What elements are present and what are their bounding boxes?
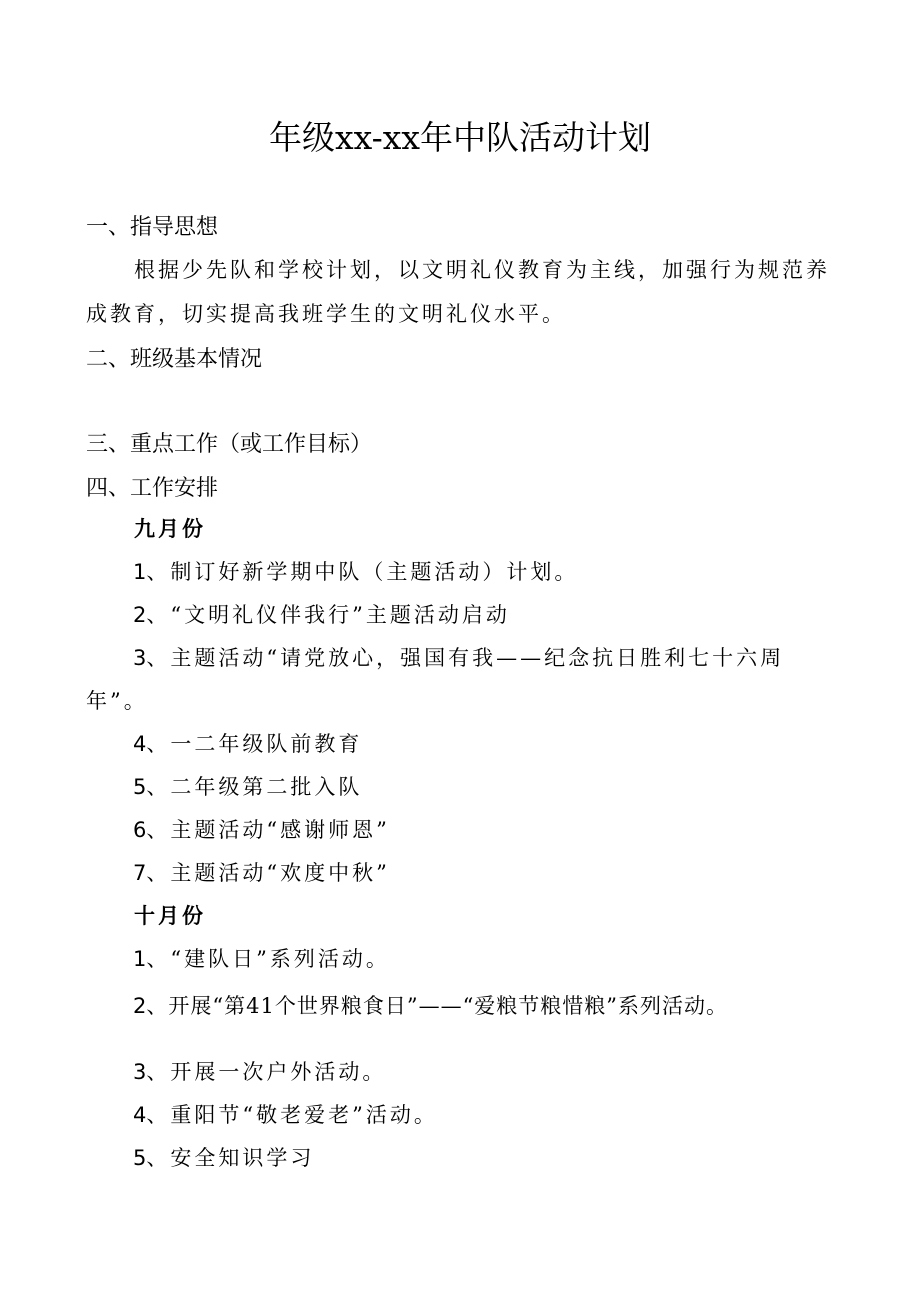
list-item	[133, 599, 510, 629]
item-number: 3	[133, 1060, 147, 1084]
item-text: 、“文明礼仪伴我行”主题活动启动	[146, 603, 510, 627]
list-item	[133, 728, 362, 758]
section-heading-work-arrangement: 四、工作安排	[86, 476, 219, 501]
section-heading-class-situation: 二、班级基本情况	[86, 347, 263, 372]
item-number: 6	[133, 818, 147, 842]
item-number: 7	[133, 861, 147, 885]
list-item	[133, 771, 362, 801]
list-item	[133, 990, 728, 1020]
item-text: 、主题活动“感谢师恩”	[146, 818, 390, 842]
item-text: 、一二年级队前教育	[146, 732, 363, 756]
list-item	[133, 857, 390, 887]
list-item	[133, 1142, 314, 1172]
item-number: 3	[133, 646, 147, 670]
section-heading-key-work: 三、重点工作（或工作目标）	[86, 432, 373, 457]
item-number: 2	[133, 994, 147, 1018]
list-item	[133, 943, 390, 973]
list-item-continuation: 年”。	[86, 689, 148, 713]
item-number: 1	[133, 947, 147, 971]
item-number: 4	[133, 1103, 147, 1127]
month-label-october: 十月份	[134, 904, 206, 928]
item-number: 4	[133, 732, 147, 756]
list-item	[133, 814, 390, 844]
item-text: 、主题活动“欢度中秋”	[146, 861, 390, 885]
list-item	[133, 1099, 438, 1129]
list-item	[133, 1056, 386, 1086]
list-item	[133, 642, 784, 672]
list-item	[133, 556, 578, 586]
item-text: 、制订好新学期中队（主题活动）计划。	[146, 560, 579, 584]
section-heading-guiding-thought: 一、指导思想	[86, 215, 219, 240]
item-text: 、开展“第41个世界粮食日”——“爱粮节粮惜粮”系列活动。	[146, 994, 729, 1018]
item-text: 、重阳节“敬老爱老”活动。	[146, 1103, 438, 1127]
month-label-september: 九月份	[134, 517, 206, 541]
item-text: 、开展一次户外活动。	[146, 1060, 387, 1084]
document-title: 年级xx-xx年中队活动计划	[268, 118, 651, 157]
paragraph-line: 根据少先队和学校计划，以文明礼仪教育为主线，加强行为规范养	[134, 258, 830, 282]
paragraph-line: 成教育，切实提高我班学生的文明礼仪水平。	[86, 302, 566, 326]
item-text: 、二年级第二批入队	[146, 775, 363, 799]
item-number: 5	[133, 1146, 147, 1170]
item-number: 5	[133, 775, 147, 799]
item-text: 、主题活动“请党放心，强国有我——纪念抗日胜利七十六周	[146, 646, 785, 670]
item-text: 、安全知识学习	[146, 1146, 315, 1170]
item-text: 、“建队日”系列活动。	[146, 947, 390, 971]
item-number: 2	[133, 603, 147, 627]
item-number: 1	[133, 560, 147, 584]
